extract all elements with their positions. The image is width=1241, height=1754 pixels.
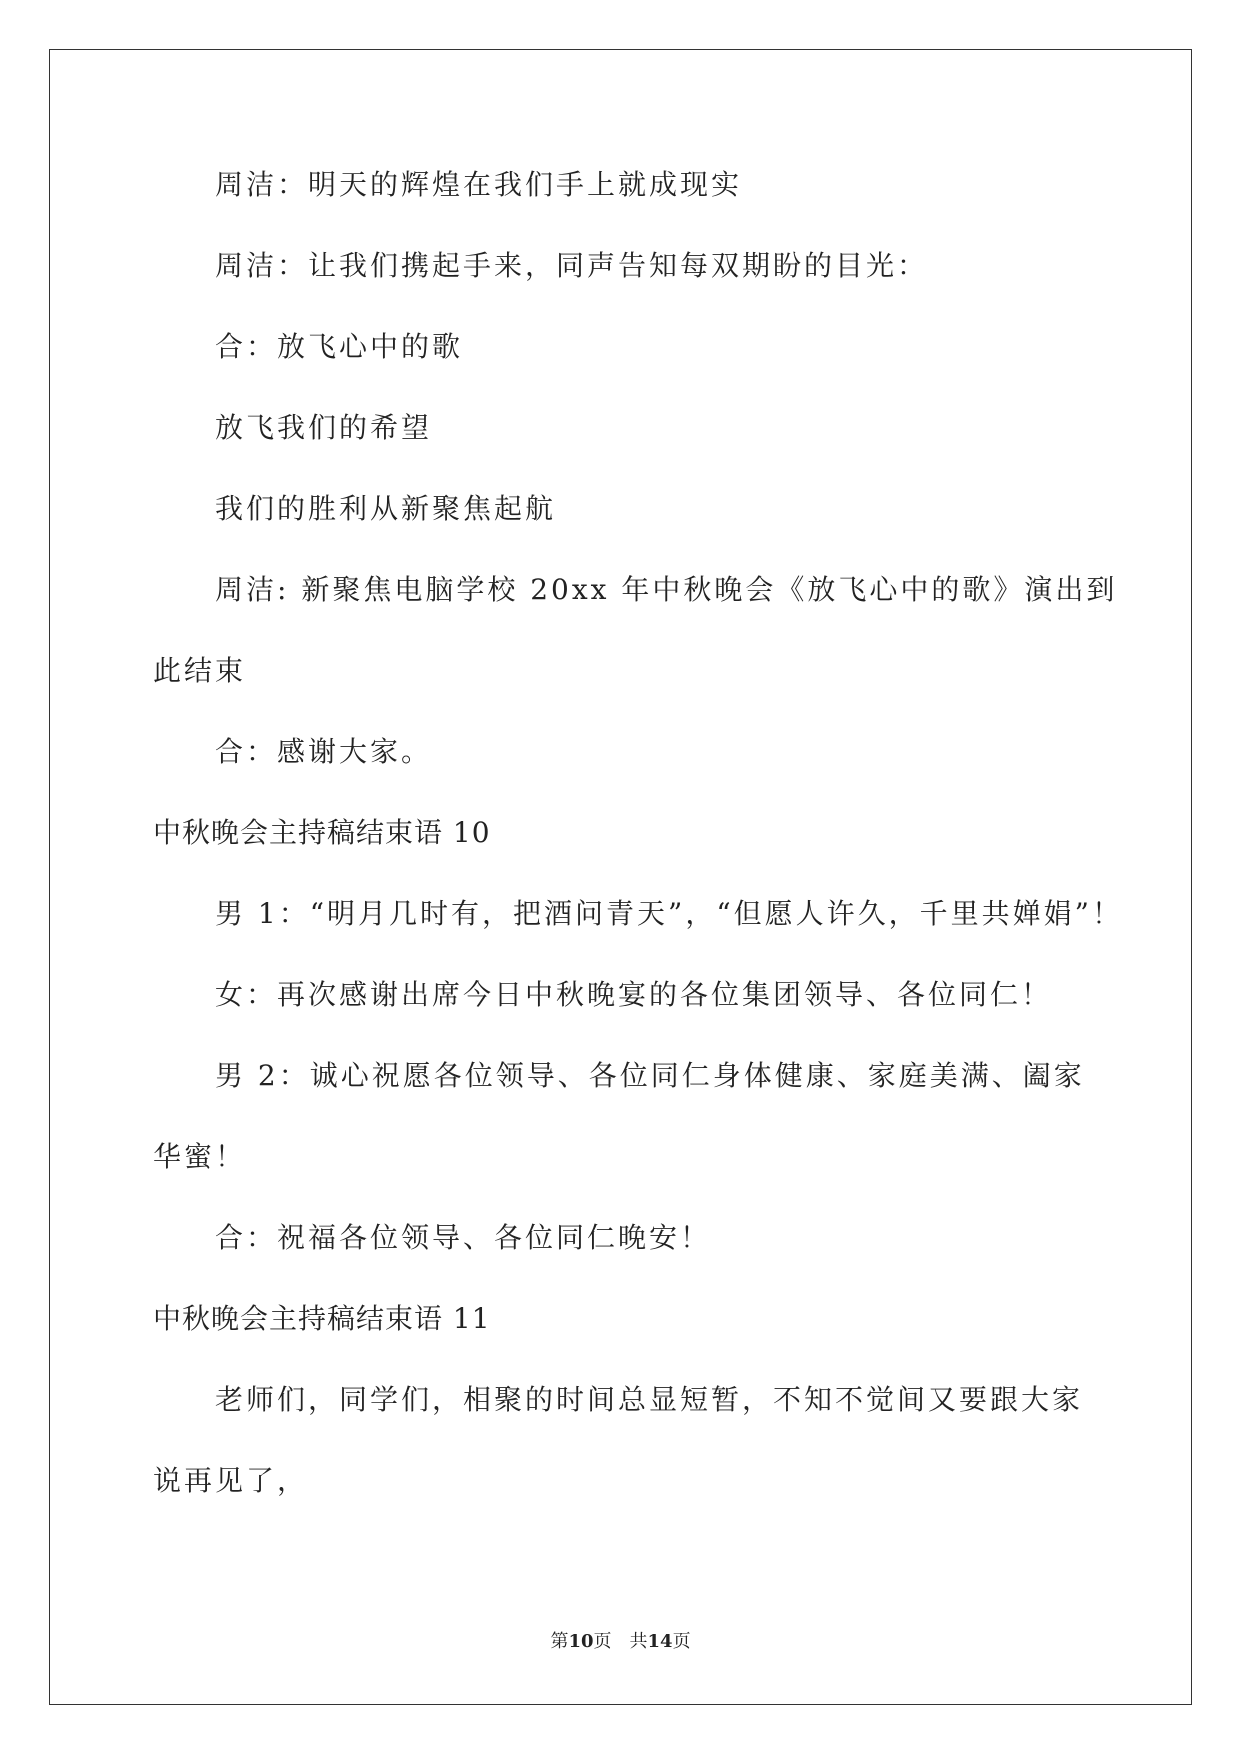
paragraph-continuation: 华蜜！: [153, 1140, 247, 1173]
paragraph: 周洁: 新聚焦电脑学校 20xx 年中秋晚会《放飞心中的歌》演出到: [215, 573, 1118, 606]
page-footer: [0, 1630, 1241, 1654]
footer-prefix: 第: [550, 1631, 569, 1652]
paragraph: 周洁：明天的辉煌在我们手上就成现实: [215, 168, 743, 201]
paragraph: 男 2：诚心祝愿各位领导、各位同仁身体健康、家庭美满、阖家: [215, 1059, 1085, 1092]
section-heading: 中秋晚会主持稿结束语 11: [153, 1302, 491, 1335]
current-page-number: 10: [568, 1631, 594, 1652]
paragraph: 周洁：让我们携起手来，同声告知每双期盼的目光：: [215, 249, 929, 282]
paragraph: 老师们，同学们，相聚的时间总显短暂，不知不觉间又要跟大家: [215, 1383, 1084, 1416]
footer-total-suffix: 页: [672, 1631, 691, 1652]
paragraph: 合：放飞心中的歌: [215, 330, 464, 363]
paragraph: 我们的胜利从新聚焦起航: [215, 492, 557, 525]
footer-page-suffix: 页: [593, 1631, 612, 1652]
footer-total-prefix: 共: [629, 1631, 648, 1652]
paragraph: 女：再次感谢出席今日中秋晚宴的各位集团领导、各位同仁！: [215, 978, 1053, 1011]
paragraph: 合：感谢大家。: [215, 735, 433, 768]
paragraph-continuation: 说再见了，: [153, 1464, 309, 1497]
paragraph-continuation: 此结束: [153, 654, 247, 687]
section-heading: 中秋晚会主持稿结束语 10: [153, 816, 491, 849]
total-pages-number: 14: [647, 1631, 673, 1652]
paragraph: 合：祝福各位领导、各位同仁晚安！: [215, 1221, 712, 1254]
paragraph: 放飞我们的希望: [215, 411, 433, 444]
paragraph: 男 1：“明月几时有，把酒问青天”，“但愿人许久，千里共婵娟”！: [215, 897, 1123, 930]
document-body: [153, 165, 1123, 1542]
